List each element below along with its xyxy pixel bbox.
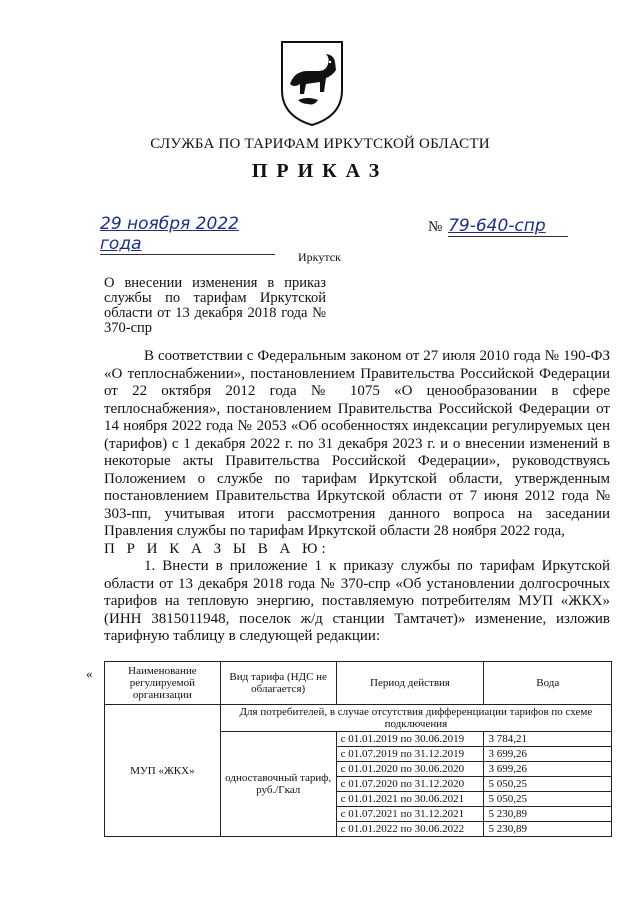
document-type: ПРИКАЗ — [251, 160, 389, 182]
period-cell: с 01.01.2019 по 30.06.2019 — [336, 732, 484, 747]
header-tariff-type: Вид тарифа (НДС не облагается) — [220, 662, 336, 705]
city-name: Иркутск — [298, 250, 341, 264]
header-org: Наименование регулируемой организации — [105, 662, 221, 705]
water-value-cell: 5 050,25 — [484, 777, 612, 792]
period-cell: с 01.07.2020 по 31.12.2020 — [336, 777, 484, 792]
period-cell: с 01.07.2019 по 31.12.2019 — [336, 747, 484, 762]
header-period: Период действия — [336, 662, 484, 705]
agency-name: СЛУЖБА ПО ТАРИФАМ ИРКУТСКОЙ ОБЛАСТИ — [150, 136, 490, 152]
number-sign: № — [428, 219, 443, 235]
water-value-cell: 3 699,26 — [484, 762, 612, 777]
water-value-cell: 5 230,89 — [484, 807, 612, 822]
orders-heading: П Р И К А З Ы В А Ю: — [104, 540, 330, 557]
tariff-type-cell: одноставочный тариф, руб./Гкал — [220, 732, 336, 837]
preamble-paragraph: В соответствии с Федеральным законом от 27 июля 2010 года № 190-ФЗ «О теплоснабжении», постановлением Правительства Российской Федерации от 22 октября 2012 года № 1075 «О ценообразовании в сфере теплоснабжения», постановлением Правительства Российской Федерации от 14 ноября 2022 года № 2053 «Об особенностях индексации регулируемых цен (тарифов) с 1 декабря 2022 г. по 31 декабря 2023 г. и о внесении изменений в некоторые акты Правительства Российской Федерации», руководствуясь Положением о службе по тарифам Иркутской области, утвержденным постановлением Правительства Иркутской области от 7 июня 2012 года № 303-пп, учитывая итоги рассмотрения данного вопроса на заседании Правления службы по тарифам Иркутской области 28 ноября 2022 года, — [104, 348, 610, 539]
org-name-cell: МУП «ЖКХ» — [105, 705, 221, 837]
document-subject: О внесении изменения в приказ службы по тарифам Иркутской области от 13 декабря 2018 года № 370-спр — [104, 275, 326, 336]
water-value-cell: 3 784,21 — [484, 732, 612, 747]
period-cell: с 01.01.2022 по 30.06.2022 — [336, 822, 484, 837]
document-body — [104, 348, 610, 646]
group-label-cell: Для потребителей, в случае отсутствия дифференциации тарифов по схеме подключения — [220, 705, 611, 732]
document-number — [428, 216, 588, 237]
opening-quote: « — [86, 666, 93, 681]
period-cell: с 01.07.2021 по 31.12.2021 — [336, 807, 484, 822]
period-cell: с 01.01.2021 по 30.06.2021 — [336, 792, 484, 807]
period-cell: с 01.01.2020 по 30.06.2020 — [336, 762, 484, 777]
item-1-paragraph: 1. Внести в приложение 1 к приказу службы по тарифам Иркутской области от 13 декабря 2018 года № 370-спр «Об установлении долгосрочных тарифов на тепловую энергию, поставляемую потребителям МУП «ЖКХ» (ИНН 3815011948, поселок ж/д станции Тамтачет)» изменение, изложив тарифную таблицу в следующей редакции: — [104, 558, 610, 644]
document-date: 29 ноября 2022 года — [100, 214, 275, 255]
water-value-cell: 3 699,26 — [484, 747, 612, 762]
number-value: 79-640-спр — [448, 216, 568, 237]
tariff-table — [104, 661, 612, 837]
table-header-row — [105, 662, 612, 705]
water-value-cell: 5 230,89 — [484, 822, 612, 837]
coat-of-arms-icon — [278, 38, 346, 128]
table-row — [105, 705, 612, 732]
header-water: Вода — [484, 662, 612, 705]
water-value-cell: 5 050,25 — [484, 792, 612, 807]
